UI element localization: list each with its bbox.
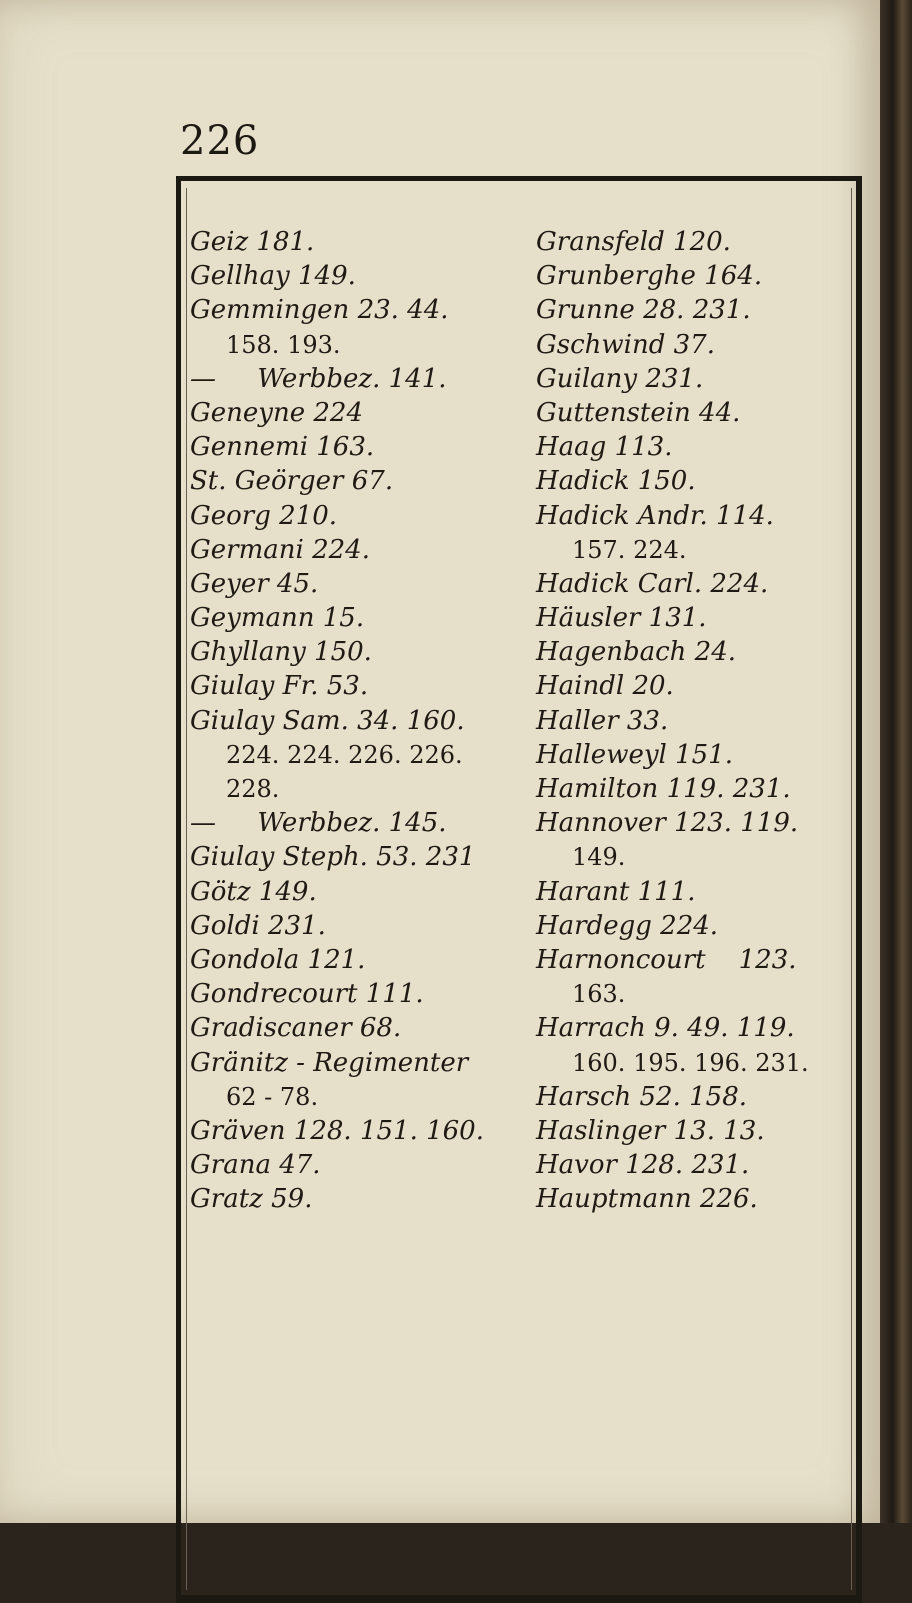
index-entry: 62 - 78. [226, 1082, 319, 1111]
index-entry: Haslinger 13. 13. [536, 1115, 765, 1146]
index-entry: — Werbbez. 141. [190, 363, 447, 394]
index-column-left [190, 225, 530, 1216]
index-entry: Giulay Sam. 34. 160. [190, 705, 465, 736]
index-entry: Hadick Andr. 114. [536, 500, 774, 531]
index-entry: Ghyllany 150. [190, 637, 372, 668]
index-entry: Gransfeld 120. [536, 227, 731, 257]
index-entry: Gennemi 163. [190, 432, 375, 463]
index-entry: Haller 33. [536, 705, 669, 736]
index-entry: Gellhay 149. [190, 261, 356, 292]
index-entry: 163. [572, 980, 626, 1009]
index-entry: 160. 195. 196. 231. [572, 1048, 809, 1077]
index-entry: Grana 47. [190, 1150, 321, 1181]
index-entry: Grunne 28. 231. [536, 295, 751, 326]
index-entry: Geymann 15. [190, 603, 365, 634]
index-entry: Hauptmann 226. [536, 1184, 758, 1215]
index-entry: Haindl 20. [536, 671, 674, 702]
index-entry: Geyer 45. [190, 568, 319, 599]
index-entry: Harant 111. [536, 876, 696, 907]
index-entry: Giulay Steph. 53. 231 [190, 842, 476, 873]
index-entry: Goldi 231. [190, 910, 326, 941]
index-entry: Haag 113. [536, 432, 673, 463]
index-entry: Guttenstein 44. [536, 397, 741, 428]
index-entry: St. Geörger 67. [190, 466, 394, 497]
index-entry: Gondrecourt 111. [190, 979, 424, 1010]
index-column-right [536, 225, 854, 1216]
index-entry: Gratz 59. [190, 1184, 313, 1215]
index-entry: Harrach 9. 49. 119. [536, 1013, 795, 1044]
index-entry: Gondola 121. [190, 944, 366, 975]
index-entry: 228. [226, 775, 280, 803]
index-entry: Harnoncourt 123. [536, 944, 797, 975]
page-number: 226 [180, 118, 260, 164]
index-entry: 149. [572, 843, 626, 872]
index-entry: Giulay Fr. 53. [190, 671, 369, 702]
index-entry: Häusler 131. [536, 603, 707, 634]
index-entry: Havor 128. 231. [536, 1150, 750, 1181]
index-entry: Hardegg 224. [536, 910, 719, 941]
index-entry: Hamilton 119. 231. [536, 774, 791, 804]
index-entry: Geneyne 224 [190, 397, 363, 428]
index-entry: Guilany 231. [536, 363, 704, 394]
index-entry: Hadick 150. [536, 466, 696, 497]
index-entry: Gränitz - Regimenter [190, 1047, 469, 1078]
index-entry: Harsch 52. 158. [536, 1081, 748, 1112]
index-entry: Götz 149. [190, 876, 317, 907]
index-entry: Hannover 123. 119. [536, 808, 799, 839]
index-entry: Gradiscaner 68. [190, 1013, 402, 1044]
index-entry: 224. 224. 226. 226. [226, 740, 463, 769]
index-entry: — Werbbez. 145. [190, 808, 447, 839]
book-spine-edge [880, 0, 912, 1523]
index-entry: Gschwind 37. [536, 329, 715, 360]
index-entry: Hagenbach 24. [536, 637, 737, 668]
index-entry: Gemmingen 23. 44. [190, 295, 449, 326]
index-entry: 157. 224. [572, 535, 687, 564]
index-entry: Grunberghe 164. [536, 261, 763, 292]
index-entry: Germani 224. [190, 534, 370, 565]
index-entry: Hadick Carl. 224. [536, 568, 769, 599]
index-entry: Gräven 128. 151. 160. [190, 1115, 484, 1146]
index-entry: Halleweyl 151. [536, 739, 733, 770]
index-entry: Geiz 181. [190, 227, 315, 257]
index-entry: Georg 210. [190, 500, 338, 531]
index-entry: 158. 193. [226, 330, 341, 359]
